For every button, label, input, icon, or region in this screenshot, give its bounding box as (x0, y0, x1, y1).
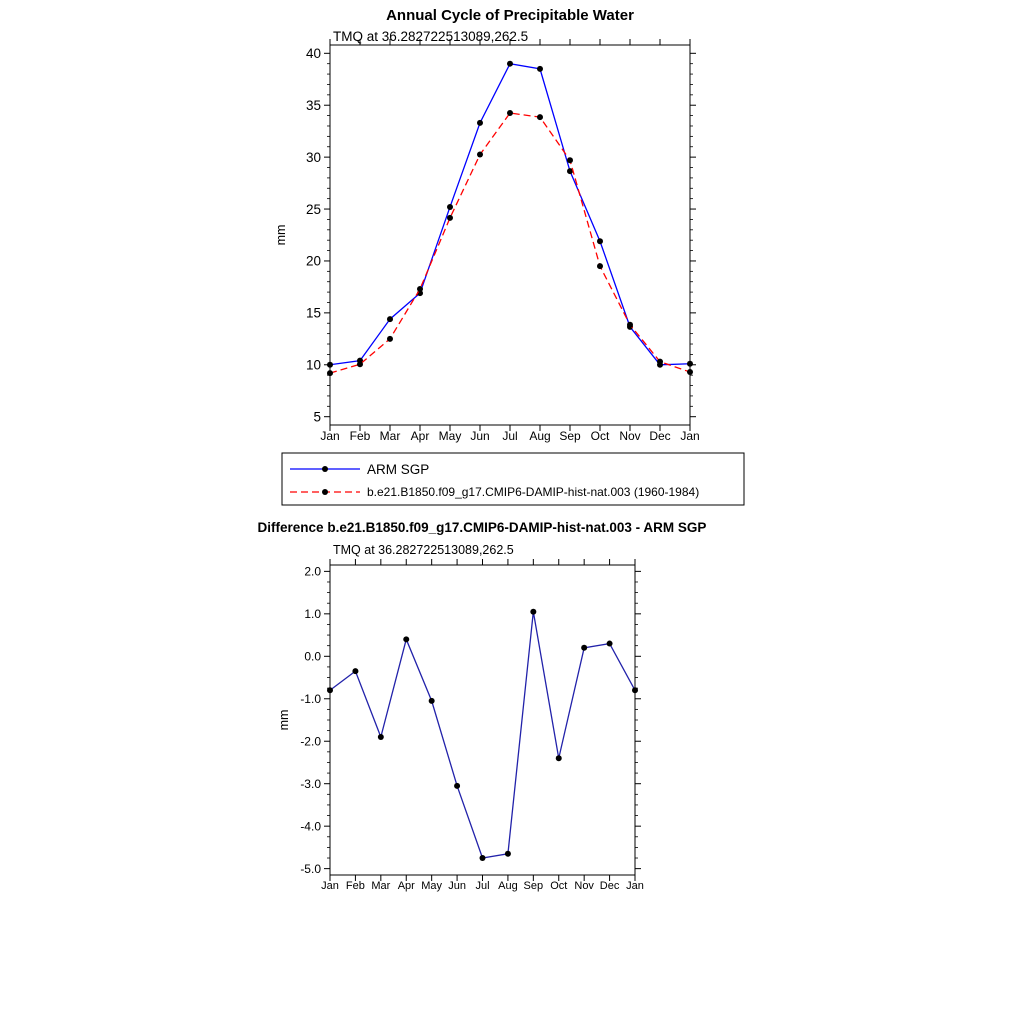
y-axis-tick-label: 1.0 (304, 607, 321, 622)
x-axis-tick-label: Dec (599, 880, 620, 892)
x-axis-tick-label: Nov (619, 429, 641, 443)
x-axis-tick-label: Jul (502, 429, 518, 443)
data-point-marker (327, 370, 333, 376)
x-axis-tick-label: Aug (529, 429, 551, 443)
x-axis-tick-label: Oct (550, 880, 568, 892)
data-point-marker (387, 316, 393, 322)
data-point-marker (632, 687, 638, 693)
x-axis-tick-label: Jan (626, 880, 644, 892)
x-axis-tick-label: Sep (559, 429, 581, 443)
data-point-marker (417, 286, 423, 292)
x-axis-tick-label: Oct (590, 429, 610, 443)
data-point-marker (567, 157, 573, 163)
data-point-marker (627, 322, 633, 328)
legend-marker-model (322, 489, 328, 495)
y-axis-tick-label: 0.0 (304, 649, 321, 664)
y-axis-tick-label: 40 (305, 46, 321, 62)
y-axis-tick-label: -2.0 (300, 734, 321, 749)
data-point-marker (581, 645, 587, 651)
y-axis-tick-label: 25 (305, 201, 321, 217)
data-point-marker (447, 204, 453, 210)
chart1-plot-area (306, 39, 700, 443)
data-point-marker (387, 336, 393, 342)
plot-frame (330, 45, 690, 425)
data-point-marker (480, 855, 486, 861)
data-point-marker (556, 755, 562, 761)
annual-cycle-chart (255, 0, 775, 515)
x-axis-tick-label: Dec (649, 429, 671, 443)
x-axis-tick-label: Mar (371, 880, 391, 892)
data-point-marker (537, 66, 543, 72)
y-axis-tick-label: -5.0 (300, 861, 321, 876)
x-axis-tick-label: Jun (470, 429, 490, 443)
data-point-marker (477, 152, 483, 158)
data-point-marker (429, 698, 435, 704)
data-point-marker (357, 361, 363, 367)
y-axis-tick-label: 5 (313, 409, 321, 425)
chart1-legend (282, 453, 744, 505)
data-point-marker (687, 361, 693, 367)
x-axis-tick-label: May (438, 429, 462, 443)
x-axis-tick-label: Feb (345, 880, 365, 892)
data-point-marker (352, 668, 358, 674)
data-point-marker (327, 687, 333, 693)
x-axis-tick-label: Jan (680, 429, 700, 443)
y-axis-tick-label: -4.0 (300, 819, 321, 834)
data-point-marker (657, 359, 663, 365)
legend-label-model: b.e21.B1850.f09_g17.CMIP6-DAMIP-hist-nat.003 (1960-1984) (367, 485, 700, 499)
difference-chart (200, 515, 780, 900)
data-point-marker (537, 114, 543, 120)
x-axis-tick-label: Mar (379, 429, 401, 443)
chart1-title: Annual Cycle of Precipitable Water (386, 7, 634, 24)
chart1-subtitle: TMQ at 36.282722513089,262.5 (333, 29, 529, 44)
chart2-plot-area (300, 559, 644, 892)
x-axis-tick-label: Jun (448, 880, 466, 892)
y-axis-tick-label: 10 (305, 357, 321, 373)
y-axis-tick-label: 15 (305, 305, 321, 321)
series-line-0 (330, 612, 635, 858)
data-point-marker (607, 641, 613, 647)
y-axis-tick-label: 20 (305, 253, 321, 269)
x-axis-tick-label: Apr (410, 429, 430, 443)
data-point-marker (327, 362, 333, 368)
x-axis-tick-label: Sep (523, 880, 544, 892)
x-axis-tick-label: Feb (349, 429, 371, 443)
data-point-marker (530, 609, 536, 615)
data-point-marker (687, 369, 693, 375)
data-point-marker (507, 61, 513, 67)
x-axis-tick-label: May (421, 880, 443, 892)
data-point-marker (507, 110, 513, 116)
data-point-marker (597, 263, 603, 269)
series-line-0 (330, 64, 690, 365)
x-axis-tick-label: Aug (498, 880, 518, 892)
data-point-marker (447, 215, 453, 221)
plot-frame (330, 565, 635, 875)
chart2-subtitle: TMQ at 36.282722513089,262.5 (333, 543, 514, 557)
chart2-y-axis-label: mm (277, 709, 291, 731)
y-axis-tick-label: -1.0 (300, 691, 321, 706)
data-point-marker (477, 120, 483, 126)
x-axis-tick-label: Jul (475, 880, 490, 892)
y-axis-tick-label: 2.0 (304, 564, 321, 579)
data-point-marker (378, 734, 384, 740)
x-axis-tick-label: Jan (320, 429, 340, 443)
y-axis-tick-label: 35 (305, 97, 321, 113)
legend-marker-arm-sgp (322, 466, 328, 472)
chart1-y-axis-label: mm (274, 224, 288, 246)
data-point-marker (597, 238, 603, 244)
data-point-marker (403, 636, 409, 642)
y-axis-tick-label: -3.0 (300, 776, 321, 791)
chart2-title: Difference b.e21.B1850.f09_g17.CMIP6-DAMIP-hist-nat.003 - ARM SGP (257, 520, 707, 535)
x-axis-tick-label: Jan (321, 880, 339, 892)
x-axis-tick-label: Nov (574, 880, 594, 892)
x-axis-tick-label: Apr (397, 880, 415, 892)
y-axis-tick-label: 30 (305, 149, 321, 165)
legend-label-arm-sgp: ARM SGP (367, 462, 430, 477)
data-point-marker (505, 851, 511, 857)
data-point-marker (454, 783, 460, 789)
